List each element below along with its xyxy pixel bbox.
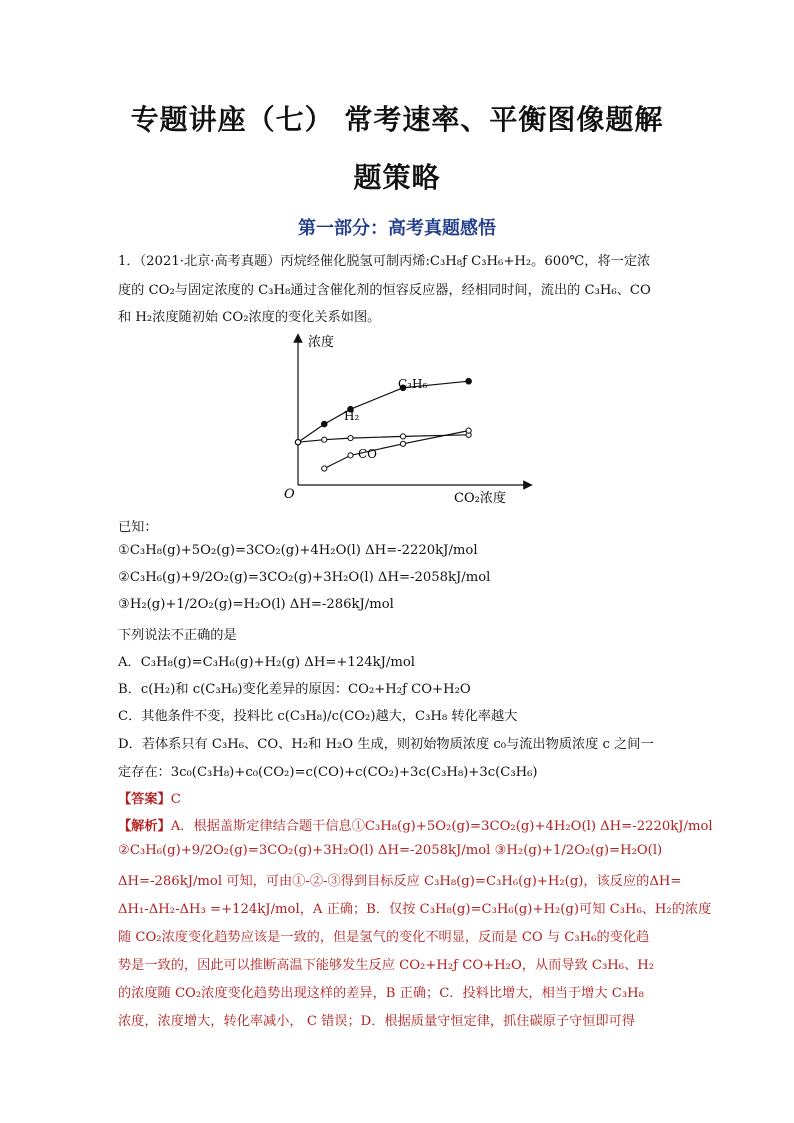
option-d-line-1: D．若体系只有 C₃H₆、CO、H₂和 H₂O 生成，则初始物质浓度 c₀与流出物质浓度 c 之间一 [118,737,654,752]
page-title-line-1: 专题讲座（七） 常考速率、平衡图像题解 [130,103,664,136]
option-d-line-2: 定存在：3c₀(C₃H₈)+c₀(CO₂)=c(CO)+c(CO₂)+3c(C₃H₈)+3c(C₃H₆) [118,765,538,780]
series-2-point-3 [466,428,471,433]
series-1-point-3 [400,434,405,439]
equation-3: ③H₂(g)+1/2O₂(g)=H₂O(l) ΔH=-286kJ/mol [118,597,394,612]
series-1-point-0 [295,440,300,445]
series-label-co: CO [358,447,378,461]
equation-1: ①C₃H₈(g)+5O₂(g)=3CO₂(g)+4H₂O(l) ΔH=-2220kJ/mol [118,543,478,558]
series-2-point-1 [348,453,353,458]
series-2-point-0 [322,466,327,471]
question-prompt: 下列说法不正确的是 [118,628,237,643]
series-line-0 [298,381,469,442]
concentration-chart [278,330,538,510]
analysis-line-7: 的浓度随 CO₂浓度变化趋势出现这样的差异，B 正确；C．投料比增大，相当于增大 C₃H₈ [118,986,644,1001]
question-stem-line-2: 度的 CO₂与固定浓度的 C₃H₈通过含催化剂的恒容反应器，经相同时间，流出的 C₃H₆、CO [118,283,651,298]
analysis-label: 【解析】 [118,819,171,834]
option-c: C．其他条件不变，投料比 c(C₃H₈)/c(CO₂)越大，C₃H₈ 转化率越大 [118,709,518,724]
origin-label: O [284,487,295,502]
series-label-c3h6: C₃H₆ [398,377,428,391]
series-2-point-2 [400,441,405,446]
answer-row [118,788,181,807]
page-title-line-2: 题策略 [353,161,441,194]
analysis-line-1 [118,815,713,834]
series-0-point-4 [466,378,472,384]
analysis-line-2: ②C₃H₆(g)+9/2O₂(g)=3CO₂(g)+3H₂O(l) ΔH=-2058kJ/mol ③H₂(g)+1/2O₂(g)=H₂O(l) [118,843,663,858]
series-1-point-2 [348,435,353,440]
analysis-line-3: ΔH=-286kJ/mol 可知，可由①-②-③得到目标反应 C₃H₈(g)=C₃H₆(g)+H₂(g)，该反应的ΔH= [118,874,682,889]
section-heading: 第一部分：高考真题感悟 [298,218,496,239]
analysis-text-1: A．根据盖斯定律结合题干信息①C₃H₈(g)+5O₂(g)=3CO₂(g)+4H₂O(l) ΔH=-2220kJ/mol [170,819,713,834]
option-b: B．c(H₂)和 c(C₃H₆)变化差异的原因：CO₂+H₂ƒ CO+H₂O [118,682,471,697]
series-1-point-1 [322,437,327,442]
equation-2: ②C₃H₆(g)+9/2O₂(g)=3CO₂(g)+3H₂O(l) ΔH=-2058kJ/mol [118,570,491,585]
analysis-line-8: 浓度，浓度增大，转化率减小， C 错误；D．根据质量守恒定律，抓住碳原子守恒即可得 [118,1014,635,1029]
question-stem-line-1: 1．（2021·北京·高考真题）丙烷经催化脱氢可制丙烯:C₃H₈ƒ C₃H₆+H₂。600℃，将一定浓 [118,254,651,269]
known-label: 已知： [118,520,158,535]
answer-label: 【答案】 [118,792,171,807]
question-stem-line-3: 和 H₂浓度随初始 CO₂浓度的变化关系如图。 [118,310,381,325]
x-axis-label: CO₂浓度 [454,491,506,506]
answer-value: C [170,792,181,807]
analysis-line-4: ΔH₁-ΔH₂-ΔH₃ =+124kJ/mol，A 正确；B．仅按 C₃H₈(g)=C₃H₆(g)+H₂(g)可知 C₃H₆、H₂的浓度 [118,902,712,917]
option-a: A．C₃H₈(g)=C₃H₆(g)+H₂(g) ΔH=+124kJ/mol [118,655,415,670]
series-label-h2: H₂ [344,409,360,423]
analysis-line-5: 随 CO₂浓度变化趋势应该是一致的，但是氢气的变化不明显，反而是 CO 与 C₃H₆的变化趋 [118,930,650,945]
y-axis-label: 浓度 [308,335,335,350]
series-0-point-1 [321,421,327,427]
analysis-line-6: 势是一致的，因此可以推断高温下能够发生反应 CO₂+H₂ƒ CO+H₂O，从而导致 C₃H₆、H₂ [118,958,655,973]
